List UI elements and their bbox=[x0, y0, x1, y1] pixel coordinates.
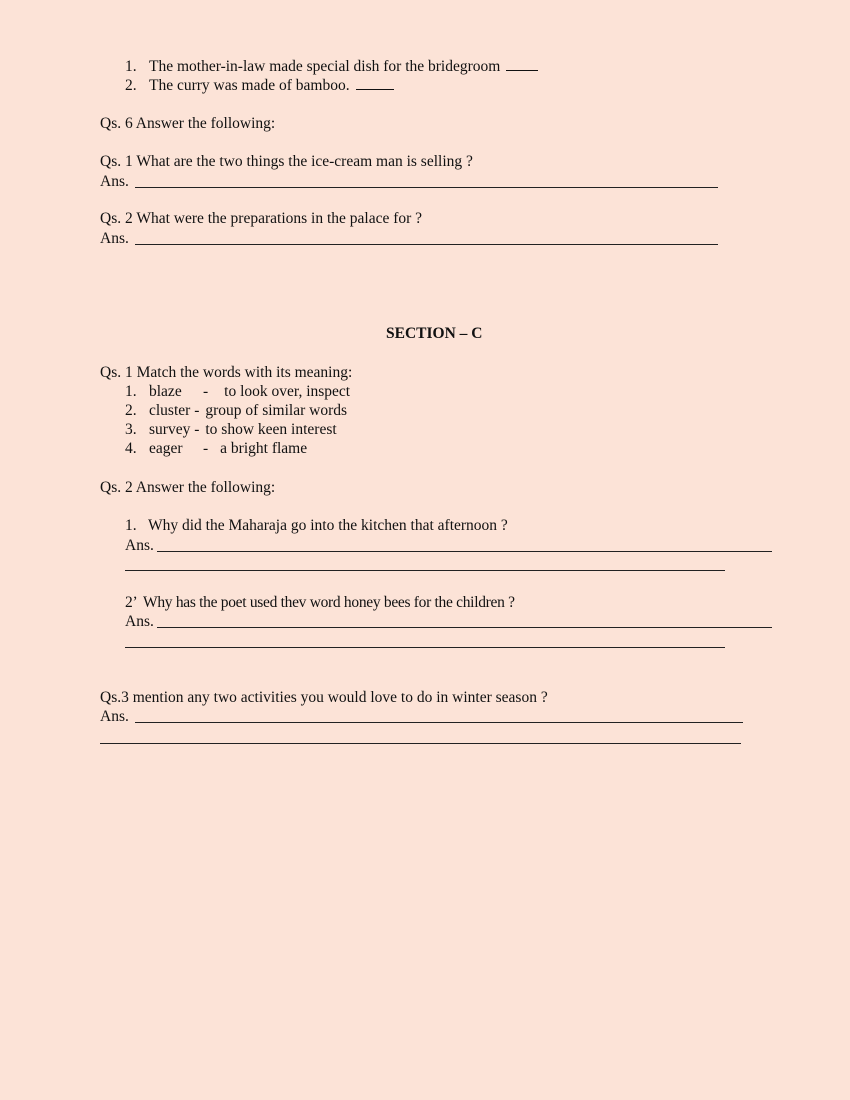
answer-label: Ans. bbox=[100, 173, 129, 190]
item-number: 2. bbox=[125, 77, 137, 94]
section-title: SECTION – C bbox=[386, 325, 483, 342]
item-number: 1. bbox=[125, 383, 137, 400]
answer-line[interactable] bbox=[157, 627, 772, 628]
match-meaning: to look over, inspect bbox=[224, 383, 351, 400]
answer-label: Ans. bbox=[125, 537, 154, 554]
answer-line[interactable] bbox=[157, 551, 772, 552]
item-text: The mother-in-law made special dish for the bridegroom bbox=[149, 58, 501, 75]
dash: - bbox=[203, 440, 209, 457]
answer-label: Ans. bbox=[100, 708, 129, 725]
item-number: 2. bbox=[125, 402, 137, 419]
match-item bbox=[125, 440, 307, 458]
qs3-question: Qs.3 mention any two activities you would love to do in winter season ? bbox=[100, 689, 548, 706]
answer-line[interactable] bbox=[125, 570, 725, 571]
answer-blank[interactable] bbox=[506, 58, 538, 71]
answer-label: Ans. bbox=[100, 230, 129, 247]
match-word: cluster bbox=[149, 402, 191, 419]
match-heading: Qs. 1 Match the words with its meaning: bbox=[100, 364, 353, 381]
answer-line[interactable] bbox=[125, 647, 725, 648]
answer-line[interactable] bbox=[135, 187, 718, 188]
dash: - bbox=[194, 402, 200, 419]
item-number: 1. bbox=[125, 58, 137, 75]
qs6-question-1: Qs. 1 What are the two things the ice-cream man is selling ? bbox=[100, 153, 473, 170]
answer-line[interactable] bbox=[100, 743, 741, 744]
dash: - bbox=[194, 421, 200, 438]
qs6-heading: Qs. 6 Answer the following: bbox=[100, 115, 276, 132]
item-text: The curry was made of bamboo. bbox=[149, 77, 350, 94]
answer-label: Ans. bbox=[125, 613, 154, 630]
match-meaning: group of similar words bbox=[205, 402, 348, 419]
match-item bbox=[125, 421, 337, 439]
match-word: survey bbox=[149, 421, 191, 438]
item-number: 4. bbox=[125, 440, 137, 457]
match-word: blaze bbox=[149, 383, 182, 400]
true-false-item-2 bbox=[125, 77, 394, 95]
item-number: 3. bbox=[125, 421, 137, 438]
answer-line[interactable] bbox=[135, 722, 743, 723]
qs2-question-2: 2’ Why has the poet used thev word honey bees for the children ? bbox=[125, 594, 515, 611]
match-item bbox=[125, 383, 350, 401]
match-item bbox=[125, 402, 347, 420]
match-meaning: to show keen interest bbox=[205, 421, 337, 438]
qs6-question-2: Qs. 2 What were the preparations in the palace for ? bbox=[100, 210, 423, 227]
dash: - bbox=[203, 383, 209, 400]
qs2-question-1: 1. Why did the Maharaja go into the kitchen that afternoon ? bbox=[125, 517, 508, 534]
match-word: eager bbox=[149, 440, 183, 457]
answer-line[interactable] bbox=[135, 244, 718, 245]
match-meaning: a bright flame bbox=[220, 440, 308, 457]
answer-blank[interactable] bbox=[356, 77, 394, 90]
true-false-item-1 bbox=[125, 58, 538, 76]
qs2-heading: Qs. 2 Answer the following: bbox=[100, 479, 276, 496]
